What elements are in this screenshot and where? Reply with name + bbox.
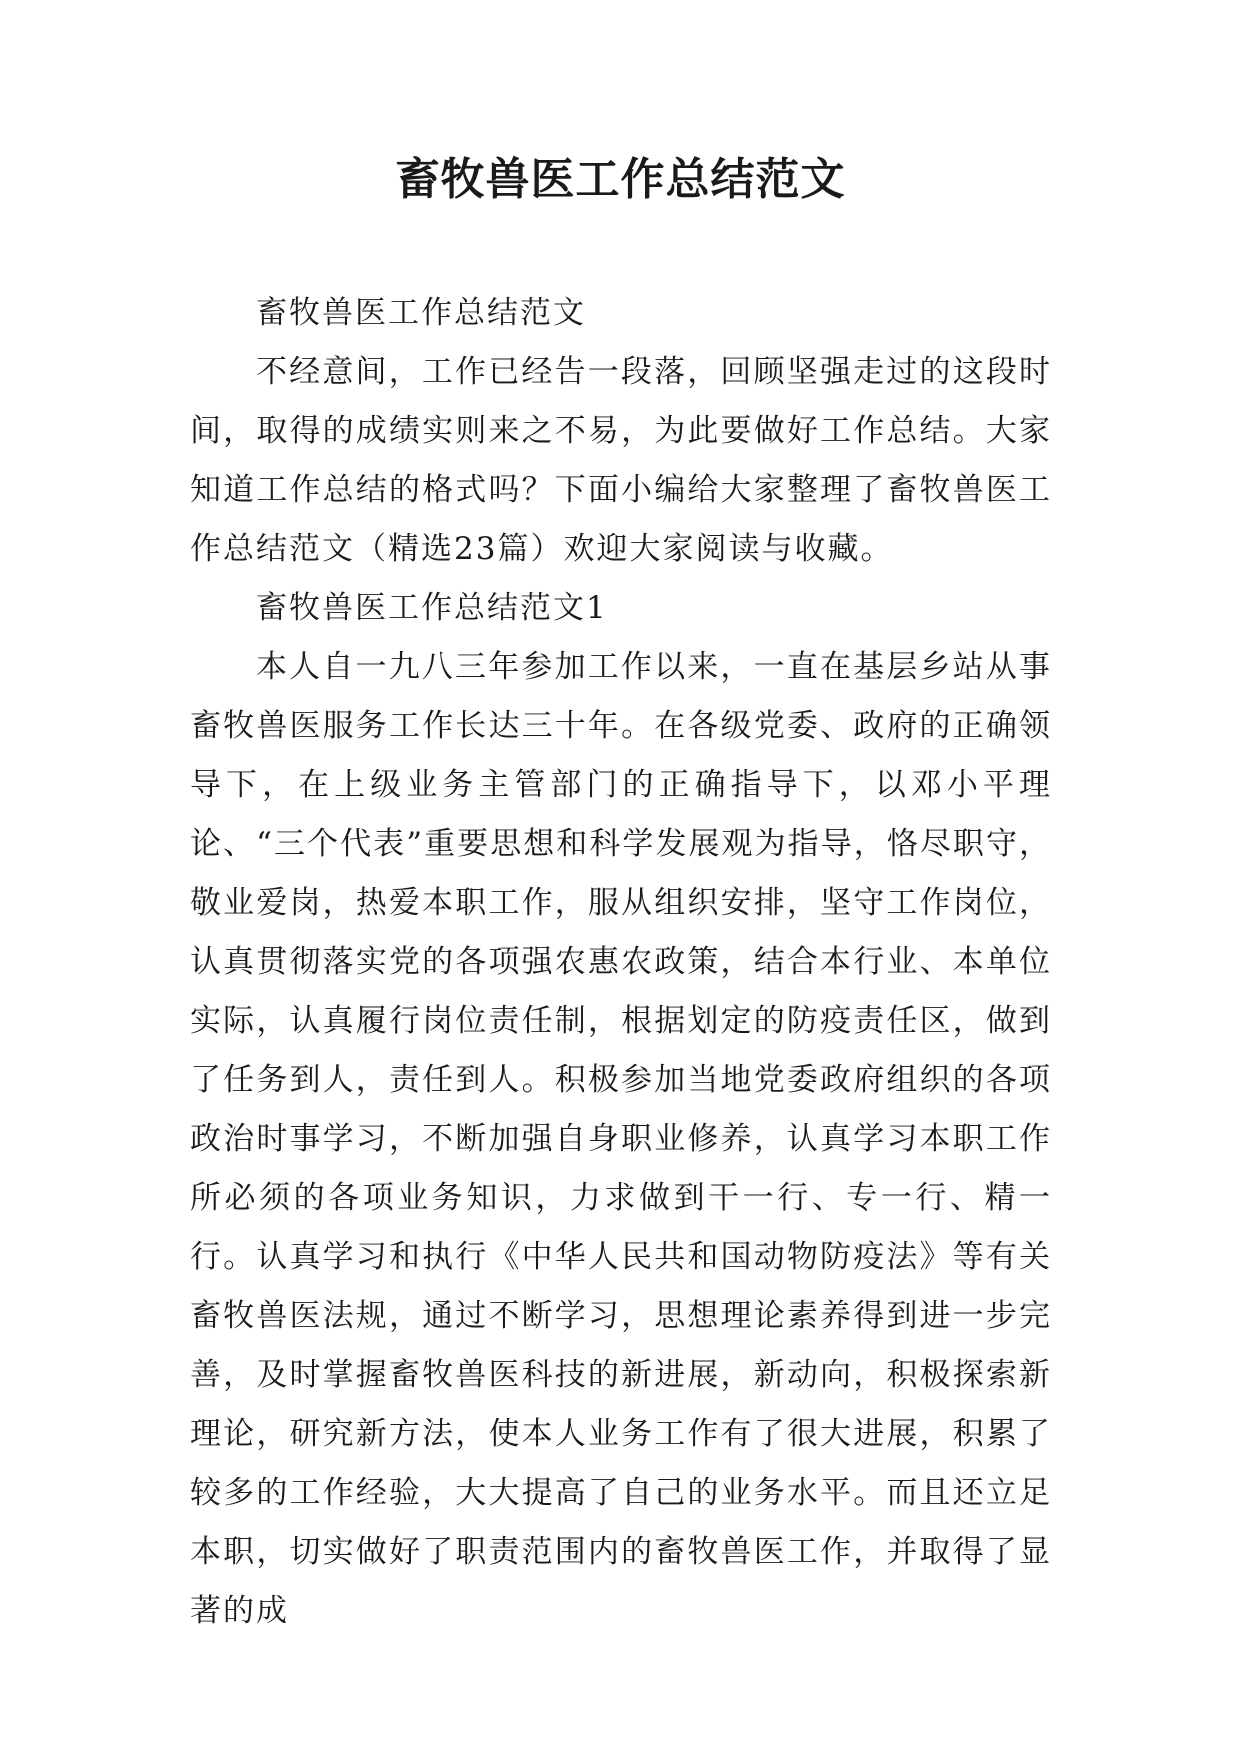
paragraph-section-heading: 畜牧兽医工作总结范文1	[256, 590, 608, 626]
document-title: 畜牧兽医工作总结范文	[395, 154, 846, 205]
paragraph-body: 本人自一九八三年参加工作以来，一直在基层乡站从事畜牧兽医服务工作长达三十年。在各级党委、政府的正确领导下，在上级业务主管部门的正确指导下，以邓小平理论、“三个代表”重要思想和科学发展观为指导，恪尽职守，敬业爱岗，热爱本职工作，服从组织安排，坚守工作岗位，认真贯彻落实党的各项强农惠农政策，结合本行业、本单位实际，认真履行岗位责任制，根据划定的防疫责任区，做到了任务到人，责任到人。积极参加当地党委政府组织的各项政治时事学习，不断加强自身职业修养，认真学习本职工作所必须的各项业务知识，力求做到干一行、专一行、精一行。认真学习和执行《中华人民共和国动物防疫法》等有关畜牧兽医法规，通过不断学习，思想理论素养得到进一步完善，及时掌握畜牧兽医科技的新进展，新动向，积极探索新理论，研究新方法，使本人业务工作有了很大进展，积累了较多的工作经验，大大提高了自己的业务水平。而且还立足本职，切实做好了职责范围内的畜牧兽医工作，并取得了显著的成	[190, 649, 1052, 1629]
paragraph-intro: 不经意间，工作已经告一段落，回顾坚强走过的这段时间，取得的成绩实则来之不易，为此要做好工作总结。大家知道工作总结的格式吗？下面小编给大家整理了畜牧兽医工作总结范文（精选23篇）欢迎大家阅读与收藏。	[190, 354, 1052, 567]
document-body	[190, 284, 1052, 1641]
paragraph-subtitle: 畜牧兽医工作总结范文	[256, 295, 586, 331]
